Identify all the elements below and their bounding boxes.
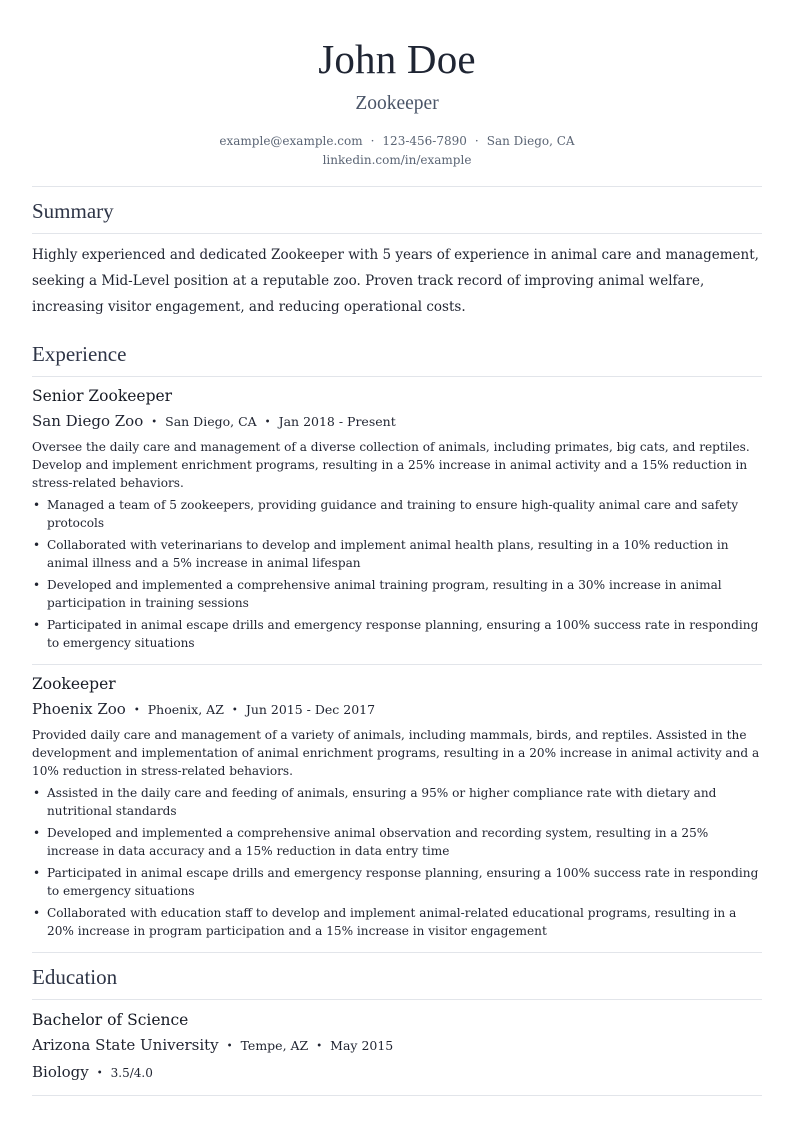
job-dates: Jan 2018 - Present: [278, 414, 396, 429]
field-of-study: Biology: [32, 1063, 89, 1081]
bullet-item: [32, 784, 762, 820]
job-bullets: [32, 496, 762, 652]
job-meta: [32, 410, 762, 434]
company-name: Phoenix Zoo: [32, 700, 126, 718]
summary-section: [32, 187, 762, 330]
experience-heading: Experience: [32, 342, 127, 366]
meta-dot: •: [151, 417, 158, 428]
bullet-item: [32, 904, 762, 940]
job-description: Oversee the daily care and management of a diverse collection of animals, including primates, big cats, and reptiles. Develop and implement enrichment programs, resulting in a 25% increase in animal activity and a 15% reduction in stress-related behaviors.: [32, 440, 750, 490]
bullet-icon: •: [33, 618, 41, 632]
job-title: Senior Zookeeper: [32, 387, 173, 405]
candidate-title: Zookeeper: [355, 93, 439, 114]
field-meta: [32, 1061, 762, 1085]
bullet-item: [32, 864, 762, 900]
meta-dot: •: [316, 1041, 323, 1052]
candidate-name: John Doe: [318, 36, 476, 82]
bullet-item: [32, 496, 762, 532]
bullet-item: [32, 536, 762, 572]
bullet-icon: •: [33, 906, 41, 920]
phone-number: 123-456-7890: [382, 134, 467, 148]
bullet-text: Developed and implemented a comprehensive animal training program, resulting in a 30% increase in animal participation in training sessions: [47, 578, 722, 610]
contact-line-1: [32, 132, 762, 151]
job-title: Zookeeper: [32, 675, 116, 693]
bullet-text: Developed and implemented a comprehensive animal observation and recording system, resulting in a 25% increase in data accuracy and a 15% reduction in data entry time: [47, 826, 709, 858]
gpa: 3.5/4.0: [110, 1066, 153, 1080]
bullet-icon: •: [33, 786, 41, 800]
bullet-icon: •: [33, 866, 41, 880]
bullet-text: Collaborated with education staff to develop and implement animal-related educational programs, resulting in a 20% increase in program participation and a 15% increase in visitor engagement: [47, 906, 737, 938]
school-meta: [32, 1034, 762, 1058]
job-location: San Diego, CA: [165, 414, 257, 429]
meta-dot: •: [133, 705, 140, 716]
education-heading: Education: [32, 965, 118, 989]
bullet-icon: •: [33, 578, 41, 592]
meta-dot: •: [264, 417, 271, 428]
bullet-icon: •: [33, 826, 41, 840]
contact-separator: ·: [474, 134, 479, 148]
bullet-text: Participated in animal escape drills and emergency response planning, ensuring a 100% success rate in responding to emergency situations: [47, 618, 759, 650]
bullet-text: Collaborated with veterinarians to develop and implement animal health plans, resulting in a 10% reduction in animal illness and a 5% increase in animal lifespan: [47, 538, 729, 570]
bullet-text: Participated in animal escape drills and emergency response planning, ensuring a 100% success rate in responding to emergency situations: [47, 866, 759, 898]
job-bullets: [32, 784, 762, 940]
bullet-item: [32, 616, 762, 652]
school-name: Arizona State University: [32, 1036, 219, 1054]
bullet-item: [32, 824, 762, 860]
bullet-icon: •: [33, 538, 41, 552]
job-meta: [32, 698, 762, 722]
bullet-text: Managed a team of 5 zookeepers, providing guidance and training to ensure high-quality animal care and safety protocols: [47, 498, 739, 530]
job-entry: [32, 377, 762, 664]
experience-section: [32, 330, 762, 953]
summary-text: Highly experienced and dedicated Zookeeper with 5 years of experience in animal care and management, seeking a Mid-Level position at a reputable zoo. Proven track record of improving animal welfare, increasing visitor engagement, and reducing operational costs.: [32, 247, 759, 315]
bullet-icon: •: [33, 498, 41, 512]
job-entry: [32, 665, 762, 952]
school-location: Tempe, AZ: [240, 1038, 309, 1053]
bullet-text: Assisted in the daily care and feeding of animals, ensuring a 95% or higher compliance rate with dietary and nutritional standards: [47, 786, 717, 818]
email-link[interactable]: example@example.com: [219, 134, 363, 148]
meta-dot: •: [96, 1068, 103, 1079]
job-dates: Jun 2015 - Dec 2017: [245, 702, 376, 717]
job-location: Phoenix, AZ: [147, 702, 224, 717]
contact-separator: ·: [370, 134, 375, 148]
education-entry: [32, 1000, 762, 1095]
linkedin-link[interactable]: linkedin.com/in/example: [322, 153, 472, 167]
resume-header: [32, 36, 762, 170]
degree: Bachelor of Science: [32, 1011, 189, 1029]
job-description: Provided daily care and management of a variety of animals, including mammals, birds, and reptiles. Assisted in the development and implementation of animal enrichment programs, resulting in a 20% increase in animal activity and a 10% reduction in stress-related behaviors.: [32, 728, 760, 778]
divider: [32, 1095, 762, 1096]
meta-dot: •: [231, 705, 238, 716]
company-name: San Diego Zoo: [32, 412, 144, 430]
bullet-item: [32, 576, 762, 612]
graduation-date: May 2015: [330, 1038, 394, 1053]
education-section: [32, 953, 762, 1096]
location-text: San Diego, CA: [486, 134, 575, 148]
summary-heading: Summary: [32, 199, 114, 223]
contact-info: [32, 132, 762, 170]
meta-dot: •: [226, 1041, 233, 1052]
